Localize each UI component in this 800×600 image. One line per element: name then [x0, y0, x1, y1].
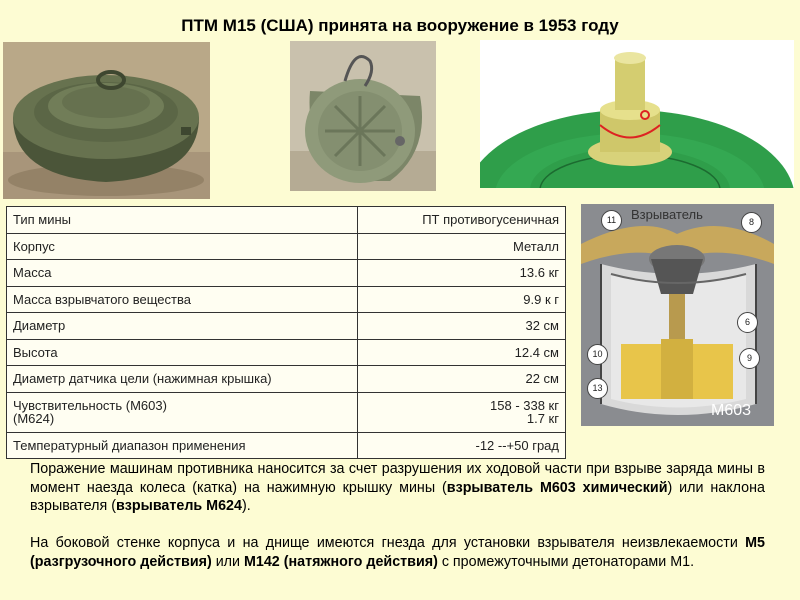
table-row	[7, 432, 566, 459]
text-run: с промежуточными детонаторами М1.	[437, 553, 695, 570]
text-run: На боковой стенке корпуса и на днище имеются гнезда для установки взрывателя неизвлекаемости	[30, 535, 746, 551]
callout-6: 6	[737, 312, 758, 333]
callout-8: 8	[741, 212, 762, 233]
table-row	[7, 286, 566, 313]
bold-text-run: взрыватель М624	[115, 498, 242, 514]
value-cell: 22 см	[358, 366, 566, 393]
callout-9: 9	[739, 348, 760, 369]
param-line: (М624)	[13, 411, 55, 426]
param-cell: Диаметр	[7, 313, 358, 340]
table-row	[7, 392, 566, 432]
param-cell: Масса	[7, 260, 358, 287]
value-line: 1.7 кг	[526, 411, 559, 426]
param-cell: Тип мины	[7, 207, 358, 234]
value-cell: 13.6 кг	[358, 260, 566, 287]
bold-text-run: М5 (разгрузочного действия)	[30, 535, 765, 570]
value-cell: -12 --+50 град	[358, 432, 566, 459]
param-cell: Корпус	[7, 233, 358, 260]
bold-text-run: взрыватель М603 химический	[446, 479, 668, 496]
value-cell: Металл	[358, 233, 566, 260]
page-title: ПТМ М15 (США) принята на вооружение в 1953 году	[181, 16, 619, 35]
text-run: ).	[241, 498, 251, 514]
callout-13: 13	[587, 378, 608, 399]
bold-text-run: М142 (натяжного действия)	[243, 553, 438, 570]
table-row	[7, 260, 566, 287]
table-row	[7, 233, 566, 260]
fuze-label: Взрыватель	[631, 207, 703, 222]
value-cell: 9.9 к г	[358, 286, 566, 313]
param-line: Чувствительность (М603)	[13, 398, 167, 413]
param-cell	[7, 392, 358, 432]
table-row	[7, 207, 566, 234]
table-row	[7, 313, 566, 340]
text-run: или	[211, 553, 244, 570]
table-row	[7, 366, 566, 393]
spec-table	[6, 206, 566, 459]
text-run: Поражение машинам противника наносится за счет разрушения их ходовой части при взрыве заряда мины в момент наезда колеса (катка) на нажимную крышку мины (	[30, 461, 765, 496]
param-cell: Диаметр датчика цели (нажимная крышка)	[7, 366, 358, 393]
param-cell: Температурный диапазон применения	[7, 432, 358, 459]
param-cell: Масса взрывчатого вещества	[7, 286, 358, 313]
fuze-model-label: М603	[711, 402, 752, 419]
value-cell: 12.4 см	[358, 339, 566, 366]
description-paragraph-2	[30, 534, 765, 571]
mine-bottom-photo	[290, 41, 436, 191]
fuze-cutaway-diagram	[581, 204, 774, 426]
callout-10: 10	[587, 344, 608, 365]
table-row	[7, 339, 566, 366]
mine-top-photo	[3, 42, 210, 199]
value-cell: 32 см	[358, 313, 566, 340]
value-line: 158 - 338 кг	[490, 398, 559, 413]
fuze-illustration	[480, 40, 794, 188]
value-cell: ПТ противогусеничная	[358, 207, 566, 234]
text-run: ) или наклона взрывателя (	[30, 479, 765, 514]
description-paragraph-1	[30, 460, 765, 516]
callout-11: 11	[601, 210, 622, 231]
value-cell	[358, 392, 566, 432]
param-cell: Высота	[7, 339, 358, 366]
